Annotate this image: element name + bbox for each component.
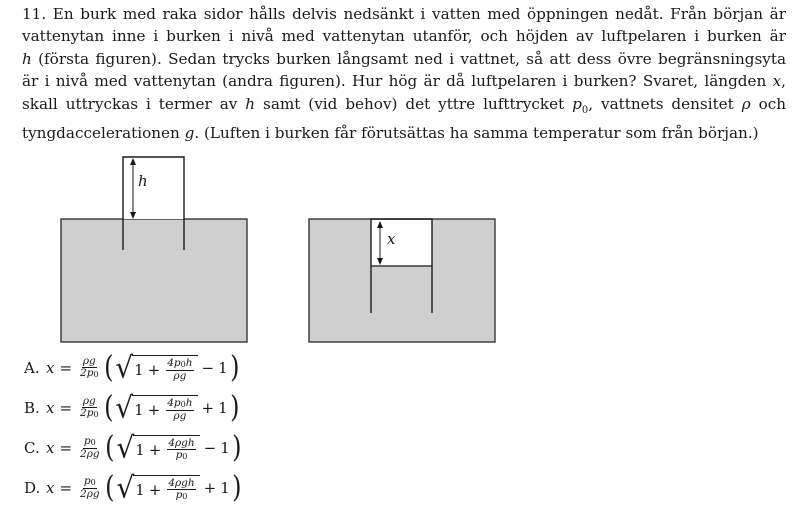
option-var: x	[46, 399, 55, 417]
var-x: x	[772, 72, 782, 91]
option-var: x	[46, 439, 55, 457]
var-rho: ρ	[741, 94, 751, 113]
label-x: x	[387, 230, 396, 248]
option-var: x	[46, 359, 55, 377]
figure-1	[61, 157, 247, 342]
problem-line-4: är i nivå med vattenytan (andra figuren). Hur hög är då luftpelaren i burken? Svaret, längden x,	[22, 72, 786, 91]
problem-line-6: tyngdaccelerationen g. (Luften i burken får förutsättas ha samma temperatur som från början.)	[22, 124, 759, 143]
answer-options	[24, 348, 244, 508]
water-body-1	[61, 219, 247, 342]
option-c[interactable]: C. x = $\frac{p0}{2\rho g}$ ( √ 1 + $\frac{\text{4ρgh}}{p0}$ − 1 )	[24, 430, 242, 465]
option-letter: C.	[24, 439, 40, 457]
option-d[interactable]: D. x = $\frac{p0}{2\rho g}$ ( √ 1 + $\frac{\text{4ρgh}}{p0}$ + 1 )	[24, 470, 242, 505]
coefficient-fraction: $\frac{\rho g}{2p0}$	[80, 355, 99, 379]
sqrt-expression: √ 1 + $\frac{4p0h}{\rho g}$	[115, 394, 197, 422]
problem-line-5: skall uttryckas i termer av h samt (vid behov) det yttre lufttrycket $p_0$, vattnets densitet ρ och	[22, 94, 786, 116]
option-var: x	[46, 479, 55, 497]
air-column-1	[123, 157, 184, 219]
option-letter: B.	[24, 399, 40, 417]
figure-2	[309, 219, 495, 342]
option-letter: A.	[24, 359, 40, 377]
var-h: h	[22, 49, 32, 68]
problem-line-3: h (första figuren). Sedan trycks burken långsamt ned i vattnet, så att dess övre begränsningsyta	[22, 49, 786, 68]
var-g: g	[184, 124, 195, 143]
coefficient-fraction: $\frac{p0}{2\rho g}$	[80, 435, 100, 460]
var-h: h	[245, 94, 256, 113]
label-h: h	[138, 172, 148, 190]
sqrt-expression: √ 1 + $\frac{4p0h}{\rho g}$	[115, 354, 197, 382]
option-a[interactable]: A. x = $\frac{\rho g}{2p0}$ ( √ 1 + $\frac{4p0h}{\rho g}$ − 1 )	[24, 350, 240, 385]
coefficient-fraction: $\frac{p0}{2\rho g}$	[80, 475, 100, 500]
sqrt-expression: √ 1 + $\frac{\text{4ρgh}}{p0}$	[116, 434, 199, 462]
coefficient-fraction: $\frac{\rho g}{2p0}$	[80, 395, 99, 419]
problem-line-2: vattenytan inne i burken i nivå med vattenytan utanför, och höjden av luftpelaren i burken är	[22, 27, 786, 46]
option-b[interactable]: B. x = $\frac{\rho g}{2p0}$ ( √ 1 + $\frac{4p0h}{\rho g}$ + 1 )	[24, 390, 240, 425]
var-p: p	[572, 94, 582, 113]
problem-line-1: 11. En burk med raka sidor hålls delvis nedsänkt i vatten med öppningen nedåt. Från början är	[22, 5, 786, 23]
sqrt-expression: √ 1 + $\frac{\text{4ρgh}}{p0}$	[116, 474, 199, 502]
option-letter: D.	[24, 479, 41, 497]
